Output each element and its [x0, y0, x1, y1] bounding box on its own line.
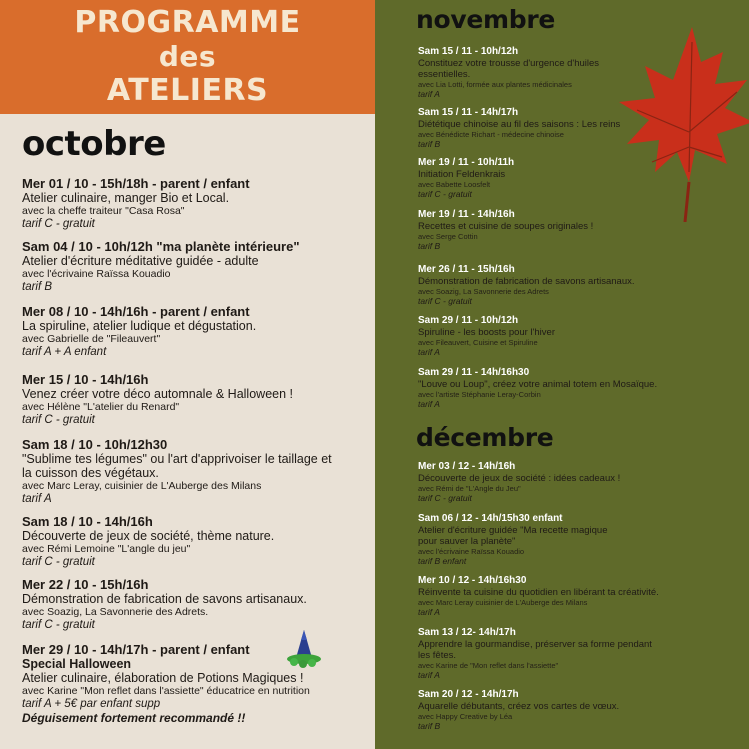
event-host: avec Fileauvert, Cuisine et Spiruline [418, 338, 538, 347]
event-tarif: tarif B [418, 721, 441, 731]
header-line-2: des [158, 40, 217, 73]
event-date: Sam 04 / 10 - 10h/12h "ma planète intérieure" [22, 239, 300, 254]
month-title-octobre: octobre [22, 124, 166, 164]
event-tarif: tarif C - gratuit [418, 493, 472, 503]
event-date: Mer 19 / 11 - 14h/16h [418, 209, 515, 220]
event-host: avec l'écrivaine Raïssa Kouadio [418, 547, 525, 556]
event-title: Venez créer votre déco automnale & Halloween ! [22, 387, 293, 401]
event-host: avec Karine "Mon reflet dans l'assiette" éducatrice en nutrition [22, 685, 310, 697]
event-date: Sam 29 / 11 - 10h/12h [418, 315, 519, 326]
event-host: avec Marc Leray, cuisinier de L'Auberge des Milans [22, 480, 262, 492]
event-title: Spiruline - les boosts pour l'hiver [418, 327, 555, 338]
event-host: avec Rémi de "L'Angle du Jeu" [418, 484, 521, 493]
event-special-label: Special Halloween [22, 657, 132, 671]
event-host: avec la cheffe traiteur "Casa Rosa" [22, 205, 185, 217]
event-date: Mer 15 / 10 - 14h/16h [22, 372, 149, 387]
event-octobre-5 [22, 437, 362, 506]
event-host: avec Soazig, La Savonnerie des Adrets [418, 287, 549, 296]
event-octobre-4 [22, 372, 362, 427]
event-date: Sam 15 / 11 - 14h/17h [418, 107, 519, 118]
event-decembre-4 [418, 627, 723, 680]
event-title: Apprendre la gourmandise, préserver sa forme pendant les fêtes. [418, 639, 652, 661]
event-tarif: tarif B [22, 281, 53, 293]
event-tarif: tarif C - gratuit [22, 218, 95, 230]
event-octobre-6 [22, 514, 362, 569]
event-host: avec Hélène "L'atelier du Renard" [22, 401, 180, 413]
event-date: Mer 08 / 10 - 14h/16h - parent / enfant [22, 304, 250, 319]
event-tarif: tarif A + 5€ par enfant supp [22, 698, 161, 710]
event-novembre-4 [418, 209, 723, 251]
event-date: Sam 18 / 10 - 10h/12h30 [22, 437, 168, 452]
event-novembre-6 [418, 315, 723, 357]
event-title: Découverte de jeux de société : idées cadeaux ! [418, 473, 621, 484]
event-title: Atelier culinaire, manger Bio et Local. [22, 191, 230, 205]
event-tarif: tarif B [418, 139, 441, 149]
event-title: Atelier d'écriture méditative guidée - adulte [22, 254, 259, 268]
event-octobre-1 [22, 176, 362, 231]
event-title: La spiruline, atelier ludique et dégustation. [22, 319, 257, 333]
event-host: avec Happy Creative by Léa [418, 712, 513, 721]
event-title: Réinvente ta cuisine du quotidien en libérant ta créativité. [418, 587, 659, 598]
event-tarif: tarif C - gratuit [418, 296, 472, 306]
event-title: "Louve ou Loup", créez votre animal totem en Mosaïque. [418, 379, 658, 390]
header-line-1: PROGRAMME [74, 5, 301, 40]
event-date: Mer 10 / 12 - 14h/16h30 [418, 575, 527, 586]
header-line-3: ATELIERS [106, 73, 269, 108]
event-host: avec Soazig, La Savonnerie des Adrets. [22, 606, 209, 618]
event-octobre-3 [22, 304, 362, 359]
event-date: Mer 19 / 11 - 10h/11h [418, 157, 515, 168]
event-date: Sam 20 / 12 - 14h/17h [418, 689, 519, 700]
event-host: avec Karine de "Mon reflet dans l'assiette" [418, 661, 559, 670]
event-tarif: tarif B enfant [418, 556, 467, 566]
witch-hat-icon [284, 628, 322, 670]
month-title-decembre: décembre [416, 423, 554, 452]
event-title: Découverte de jeux de société, thème nature. [22, 529, 275, 543]
event-host: avec l'artiste Stéphanie Leray-Corbin [418, 390, 541, 399]
event-tarif: tarif C - gratuit [418, 189, 472, 199]
event-tarif: tarif A [418, 347, 440, 357]
event-novembre-3 [418, 157, 723, 199]
event-date: Mer 03 / 12 - 14h/16h [418, 461, 516, 472]
event-decembre-1 [418, 461, 723, 503]
event-decembre-2 [418, 513, 723, 566]
event-date: Mer 01 / 10 - 15h/18h - parent / enfant [22, 176, 250, 191]
event-title: Démonstration de fabrication de savons artisanaux. [418, 276, 635, 287]
event-novembre-7 [418, 367, 723, 409]
event-title: Aquarelle débutants, créez vos cartes de vœux. [418, 701, 620, 712]
event-title: Constituez votre trousse d'urgence d'huiles essentielles. [418, 58, 600, 80]
event-host: avec Rémi Lemoine "L'angle du jeu" [22, 543, 191, 555]
event-novembre-1 [418, 46, 723, 99]
event-tarif: tarif C - gratuit [22, 414, 95, 426]
event-octobre-7 [22, 577, 362, 632]
event-tarif: tarif A [418, 670, 440, 680]
event-tarif: tarif A + A enfant [22, 346, 107, 358]
event-novembre-2 [418, 107, 723, 149]
event-tarif: tarif C - gratuit [22, 619, 95, 631]
event-host: avec Marc Leray cuisinier de L'Auberge des Milans [418, 598, 588, 607]
event-date: Mer 29 / 10 - 14h/17h - parent / enfant [22, 642, 250, 657]
event-tarif: tarif A [418, 399, 440, 409]
event-host: avec Serge Cottin [418, 232, 478, 241]
event-decembre-5 [418, 689, 723, 731]
programme-header [0, 0, 375, 114]
event-date: Sam 18 / 10 - 14h/16h [22, 514, 153, 529]
event-tarif: tarif A [418, 89, 440, 99]
event-tarif: tarif C - gratuit [22, 556, 95, 568]
event-title: "Sublime tes légumes" ou l'art d'apprivoiser le taillage et la cuisson des végétaux. [22, 452, 332, 480]
event-host: avec Babette Loosfelt [418, 180, 491, 189]
event-title: Initiation Feldenkrais [418, 169, 506, 180]
event-date: Sam 06 / 12 - 14h/15h30 enfant [418, 513, 563, 524]
event-title: Diététique chinoise au fil des saisons : Les reins [418, 119, 621, 130]
event-title: Atelier culinaire, élaboration de Potions Magiques ! [22, 671, 304, 685]
event-tarif: tarif B [418, 241, 441, 251]
event-date: Mer 22 / 10 - 15h/16h [22, 577, 149, 592]
month-title-novembre: novembre [416, 5, 556, 34]
event-costume-note: Déguisement fortement recommandé !! [22, 711, 246, 725]
event-novembre-5 [418, 264, 723, 306]
event-date: Sam 29 / 11 - 14h/16h30 [418, 367, 530, 378]
event-decembre-3 [418, 575, 723, 617]
event-title: Recettes et cuisine de soupes originales ! [418, 221, 594, 232]
event-tarif: tarif A [418, 607, 440, 617]
event-host: avec l'écrivaine Raïssa Kouadio [22, 268, 171, 280]
event-octobre-2 [22, 239, 362, 294]
event-date: Sam 15 / 11 - 10h/12h [418, 46, 519, 57]
event-host: avec Bénédicte Richart - médecine chinoise [418, 130, 564, 139]
event-tarif: tarif A [22, 493, 52, 505]
event-title: Atelier d'écriture guidée "Ma recette magique pour sauver la planète" [418, 525, 608, 547]
event-date: Sam 13 / 12- 14h/17h [418, 627, 516, 638]
event-date: Mer 26 / 11 - 15h/16h [418, 264, 515, 275]
event-host: avec Lia Lotti, formée aux plantes médicinales [418, 80, 572, 89]
event-host: avec Gabrielle de "Fileauvert" [22, 333, 161, 345]
event-title: Démonstration de fabrication de savons artisanaux. [22, 592, 307, 606]
